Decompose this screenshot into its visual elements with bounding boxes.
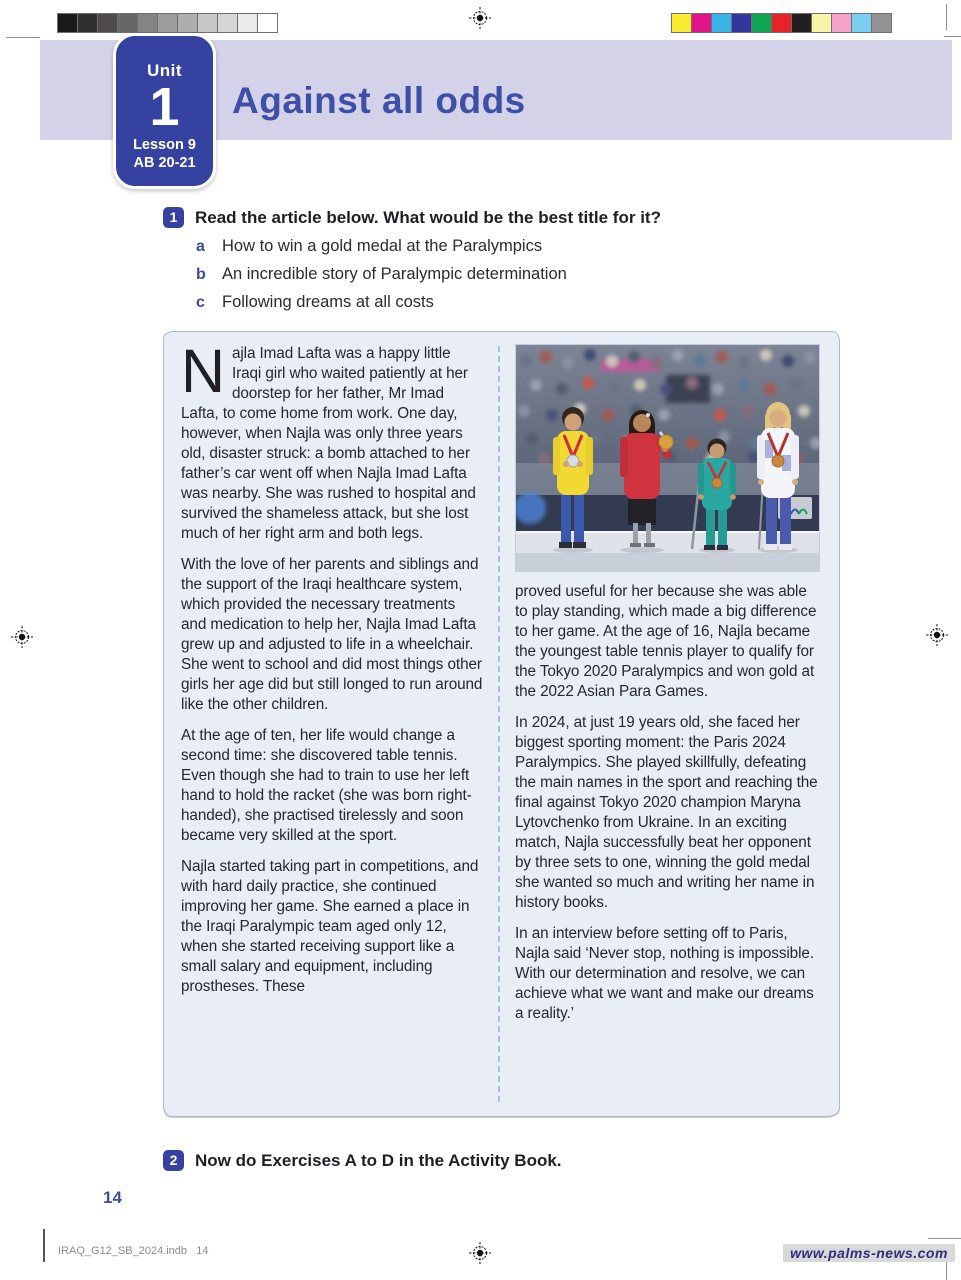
calibration-swatch xyxy=(217,13,238,33)
exercise-1-prompt: Read the article below. What would be the best title for it? xyxy=(195,208,661,227)
exercise-2-text: Now do Exercises A to D in the Activity Book. xyxy=(195,1151,562,1170)
calibration-swatch xyxy=(791,13,812,33)
article-paragraph: In 2024, at just 19 years old, she faced her biggest sporting moment: the Paris 2024 Paralympics. She played skillfully, defeating the main names in the sport and reaching the final against Tokyo 2020 champion Maryna Lytovchenko from Ukraine. In an exciting match, Najla successfully beat her opponent by three sets to one, winning the gold medal she wanted so much and writing her name in history books. xyxy=(515,714,818,911)
calibration-swatch xyxy=(97,13,118,33)
option-letter: c xyxy=(196,294,205,311)
calibration-swatch xyxy=(177,13,198,33)
crop-mark xyxy=(6,37,40,38)
activity-book-pages-label: AB 20-21 xyxy=(133,155,196,171)
calibration-swatch xyxy=(57,13,78,33)
drop-cap: N xyxy=(181,344,225,405)
exercise-1 xyxy=(163,207,661,229)
registration-mark-icon xyxy=(926,624,948,646)
page-number: 14 xyxy=(103,1188,122,1207)
podium-photo-illustration xyxy=(516,345,819,571)
option-a xyxy=(196,237,567,265)
option-c xyxy=(196,293,567,321)
crop-mark xyxy=(946,4,947,30)
website-watermark: www.palms-news.com xyxy=(783,1244,955,1262)
calibration-swatch xyxy=(851,13,872,33)
print-file-info: IRAQ_G12_SB_2024.indb 14 xyxy=(58,1245,209,1257)
exercise-1-options xyxy=(196,237,567,321)
calibration-swatch xyxy=(671,13,692,33)
calibration-swatch xyxy=(751,13,772,33)
registration-mark-icon xyxy=(469,7,491,29)
option-text: Following dreams at all costs xyxy=(222,293,434,311)
crop-mark xyxy=(43,1229,45,1262)
unit-label: Unit xyxy=(146,61,183,80)
option-letter: a xyxy=(196,238,205,255)
calibration-swatch xyxy=(197,13,218,33)
article-paragraph: Najla started taking part in competitions, and with hard daily practice, she continued improving her game. She earned a place in the Iraqi Paralympic team aged only 12, when she started receiving support like a small salary and equipment, including prostheses. These xyxy=(181,858,479,995)
option-b xyxy=(196,265,567,293)
article-paragraph: In an interview before setting off to Paris, Najla said ‘Never stop, nothing is impossible. With our determination and resolve, we can achieve what we want and make our dreams a reality.’ xyxy=(515,925,814,1022)
exercise-2-number-badge: 2 xyxy=(163,1150,184,1171)
unit-number: 1 xyxy=(149,77,180,137)
article-box xyxy=(163,331,840,1117)
calibration-swatch xyxy=(77,13,98,33)
calibration-swatch xyxy=(237,13,258,33)
calibration-swatch xyxy=(771,13,792,33)
article-column-right xyxy=(515,344,821,1110)
color-calibration-strip xyxy=(671,13,891,33)
calibration-swatch xyxy=(871,13,892,33)
article-column-left xyxy=(181,344,483,1110)
article-paragraph: With the love of her parents and siblings and the support of the Iraqi healthcare system, which provided the necessary treatments and medication to help her, Najla Imad Lafta grew up and adjusted to life in a wheelchair. She went to school and did most things other girls her age did but still longed to run around like the other children. xyxy=(181,556,483,713)
option-text: How to win a gold medal at the Paralympics xyxy=(222,237,543,255)
registration-mark-icon xyxy=(11,626,33,648)
registration-mark-icon xyxy=(469,1242,491,1264)
calibration-swatch xyxy=(811,13,832,33)
option-text: An incredible story of Paralympic determination xyxy=(222,265,567,283)
calibration-swatch xyxy=(257,13,278,33)
calibration-swatch xyxy=(831,13,852,33)
exercise-2 xyxy=(163,1150,562,1172)
article-paragraph: proved useful for her because she was able to play standing, which made a big difference to her game. At the age of 16, Najla became the youngest table tennis player to qualify for the Tokyo 2020 Paralympics and won gold at the 2022 Asian Para Games. xyxy=(515,583,817,700)
paragraph-text: ajla Imad Lafta was a happy little Iraqi girl who waited patiently at her doorstep for her father, Mr Imad Lafta, to come home from work. One day, however, when Najla was only three years old, disaster struck: a bomb attached to her father’s car went off when Najla Imad Lafta was nearby. She was rushed to hospital and survived the shameless attack, but she lost much of her right arm and both legs. xyxy=(181,345,476,542)
calibration-swatch xyxy=(137,13,158,33)
podium-photo xyxy=(515,344,820,572)
crop-mark xyxy=(944,36,961,37)
article-paragraph xyxy=(181,344,483,544)
exercise-1-number-badge: 1 xyxy=(163,207,184,228)
calibration-swatch xyxy=(691,13,712,33)
calibration-swatch xyxy=(157,13,178,33)
calibration-swatch xyxy=(731,13,752,33)
lesson-label: Lesson 9 xyxy=(133,137,196,153)
option-letter: b xyxy=(196,266,206,283)
article-paragraph: At the age of ten, her life would change a second time: she discovered table tennis. Even though she had to train to use her left hand to hold the racket (she was born right-handed), she practised tirelessly and soon became very skilled at the sport. xyxy=(181,727,472,844)
page-title: Against all odds xyxy=(232,80,526,121)
unit-badge xyxy=(113,33,216,189)
calibration-swatch xyxy=(117,13,138,33)
column-divider xyxy=(498,346,500,1102)
calibration-swatch xyxy=(711,13,732,33)
grayscale-calibration-strip xyxy=(57,13,277,33)
crop-mark xyxy=(928,1238,961,1239)
